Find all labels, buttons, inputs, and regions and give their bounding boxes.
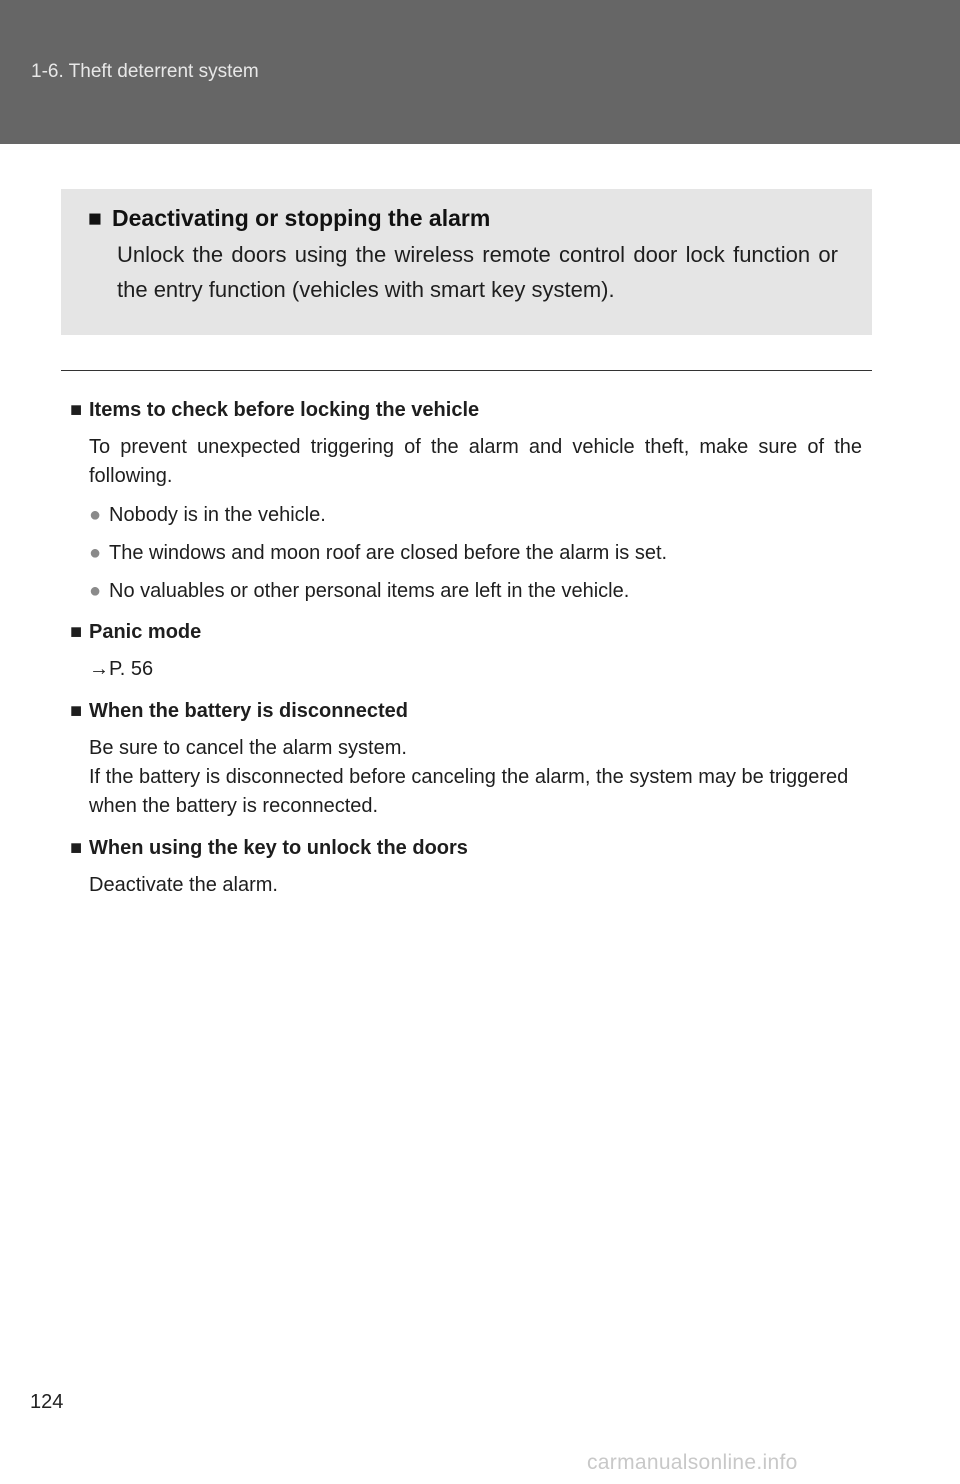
- square-bullet-icon: ■: [70, 700, 83, 722]
- note-key-unlock: [70, 835, 862, 900]
- info-box: [61, 189, 872, 335]
- note-items-to-check: [70, 397, 862, 605]
- note-panic-mode: [70, 619, 862, 684]
- square-bullet-icon: ■: [70, 837, 83, 859]
- list-item: ● The windows and moon roof are closed before the alarm is set.: [89, 540, 862, 567]
- note-battery-disconnected: [70, 698, 862, 821]
- divider: [61, 370, 872, 371]
- note-title: ■ When using the key to unlock the doors: [70, 835, 862, 862]
- page-reference: →P. 56: [89, 658, 154, 680]
- note-body: To prevent unexpected triggering of the alarm and vehicle theft, make sure of the following.: [89, 436, 862, 487]
- note-title: ■ When the battery is disconnected: [70, 698, 862, 725]
- note-title: ■ Items to check before locking the vehicle: [70, 397, 862, 424]
- page-number: 124: [30, 1391, 64, 1413]
- info-box-title: ■ Deactivating or stopping the alarm: [88, 205, 491, 231]
- note-body: Be sure to cancel the alarm system. If the battery is disconnected before canceling the alarm, the system may be triggered when the battery is reconnected.: [89, 737, 849, 817]
- watermark: carmanualsonline.info: [587, 1451, 798, 1474]
- notes-section: [70, 397, 862, 914]
- square-bullet-icon: ■: [70, 621, 83, 643]
- circle-bullet-icon: ●: [89, 504, 102, 526]
- circle-bullet-icon: ●: [89, 542, 102, 564]
- circle-bullet-icon: ●: [89, 580, 102, 602]
- square-bullet-icon: ■: [88, 205, 102, 231]
- header-band: [0, 0, 960, 144]
- list-item: ● No valuables or other personal items are left in the vehicle.: [89, 578, 862, 605]
- section-title: 1-6. Theft deterrent system: [31, 61, 259, 82]
- list-item: ● Nobody is in the vehicle.: [89, 502, 862, 529]
- note-body: Deactivate the alarm.: [89, 874, 278, 896]
- square-bullet-icon: ■: [70, 399, 83, 421]
- info-box-body: Unlock the doors using the wireless remote control door lock function or the entry function (vehicles with smart key system).: [117, 242, 838, 302]
- note-title: ■ Panic mode: [70, 619, 862, 646]
